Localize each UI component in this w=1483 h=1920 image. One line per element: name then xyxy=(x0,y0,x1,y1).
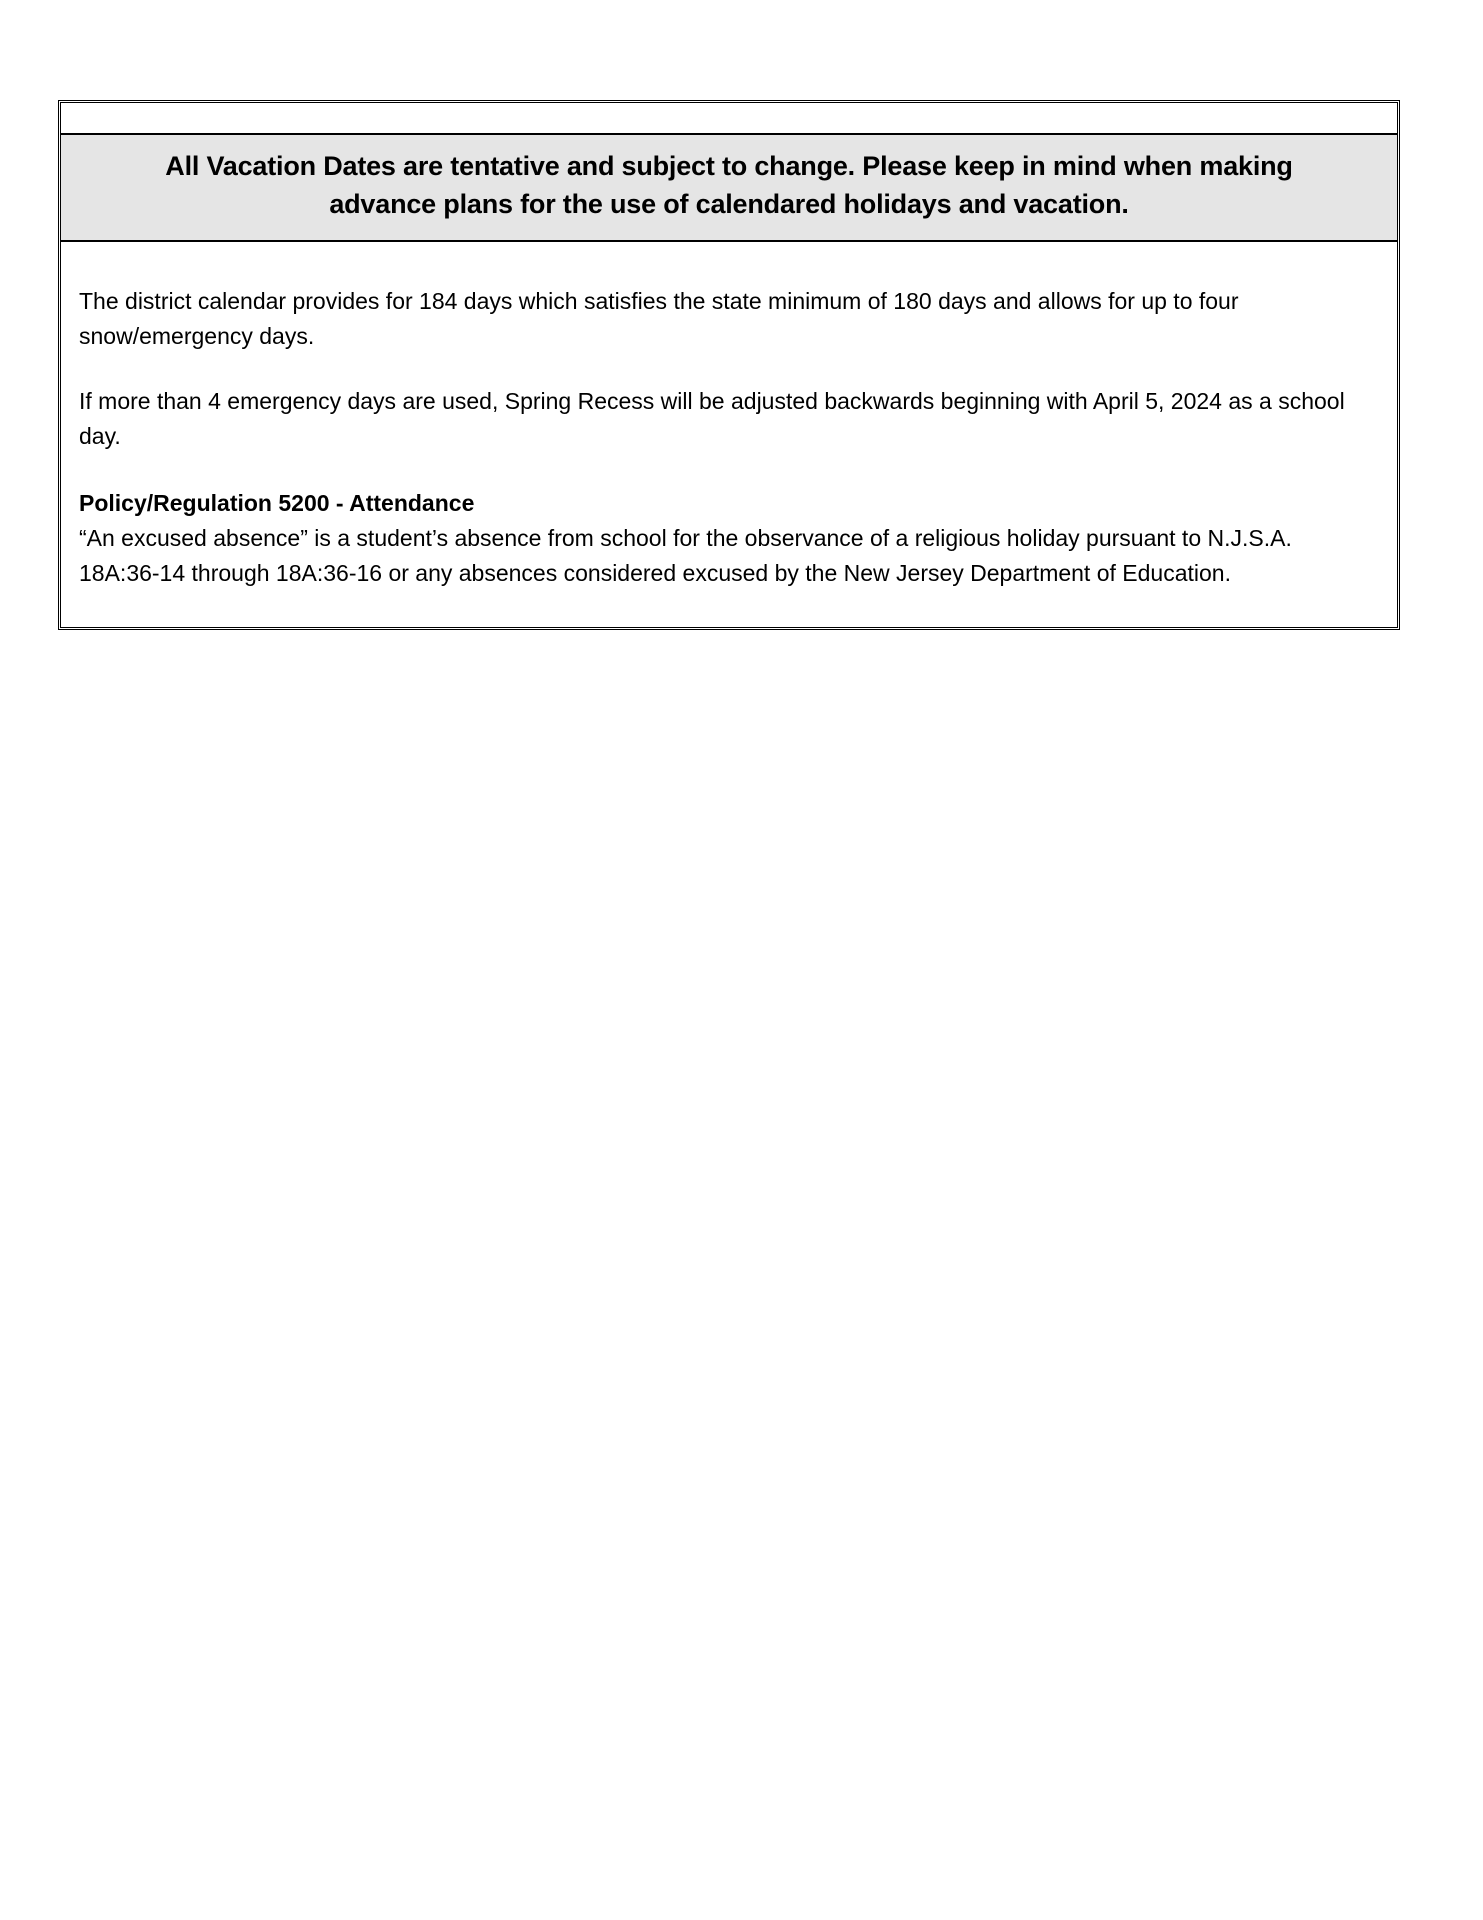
paragraph-emergency-days: If more than 4 emergency days are used, Spring Recess will be adjusted backwards beginning with April 5, 2024 as a school day. xyxy=(79,387,1345,449)
notice-heading-line-2: advance plans for the use of calendared holidays and vacation. xyxy=(329,189,1129,220)
notice-heading-band xyxy=(61,135,1397,242)
policy-body-text: “An excused absence” is a student’s absence from school for the observance of a religious holiday pursuant to N.J.S.A. 18A:36-14 through 18A:36-16 or any absences considered excused by the New Jersey Department of Education. xyxy=(79,524,1292,586)
table-spacer-row xyxy=(61,103,1397,135)
vacation-notice-box xyxy=(58,100,1400,630)
policy-heading: Policy/Regulation 5200 - Attendance xyxy=(79,490,475,517)
notice-body-cell xyxy=(61,242,1397,627)
policy-block xyxy=(79,487,1367,590)
paragraph-calendar-days: The district calendar provides for 184 days which satisfies the state minimum of 180 days and allows for up to four snow/emergency days. xyxy=(79,287,1239,349)
notice-heading-line-1: All Vacation Dates are tentative and subject to change. Please keep in mind when making xyxy=(165,151,1293,181)
